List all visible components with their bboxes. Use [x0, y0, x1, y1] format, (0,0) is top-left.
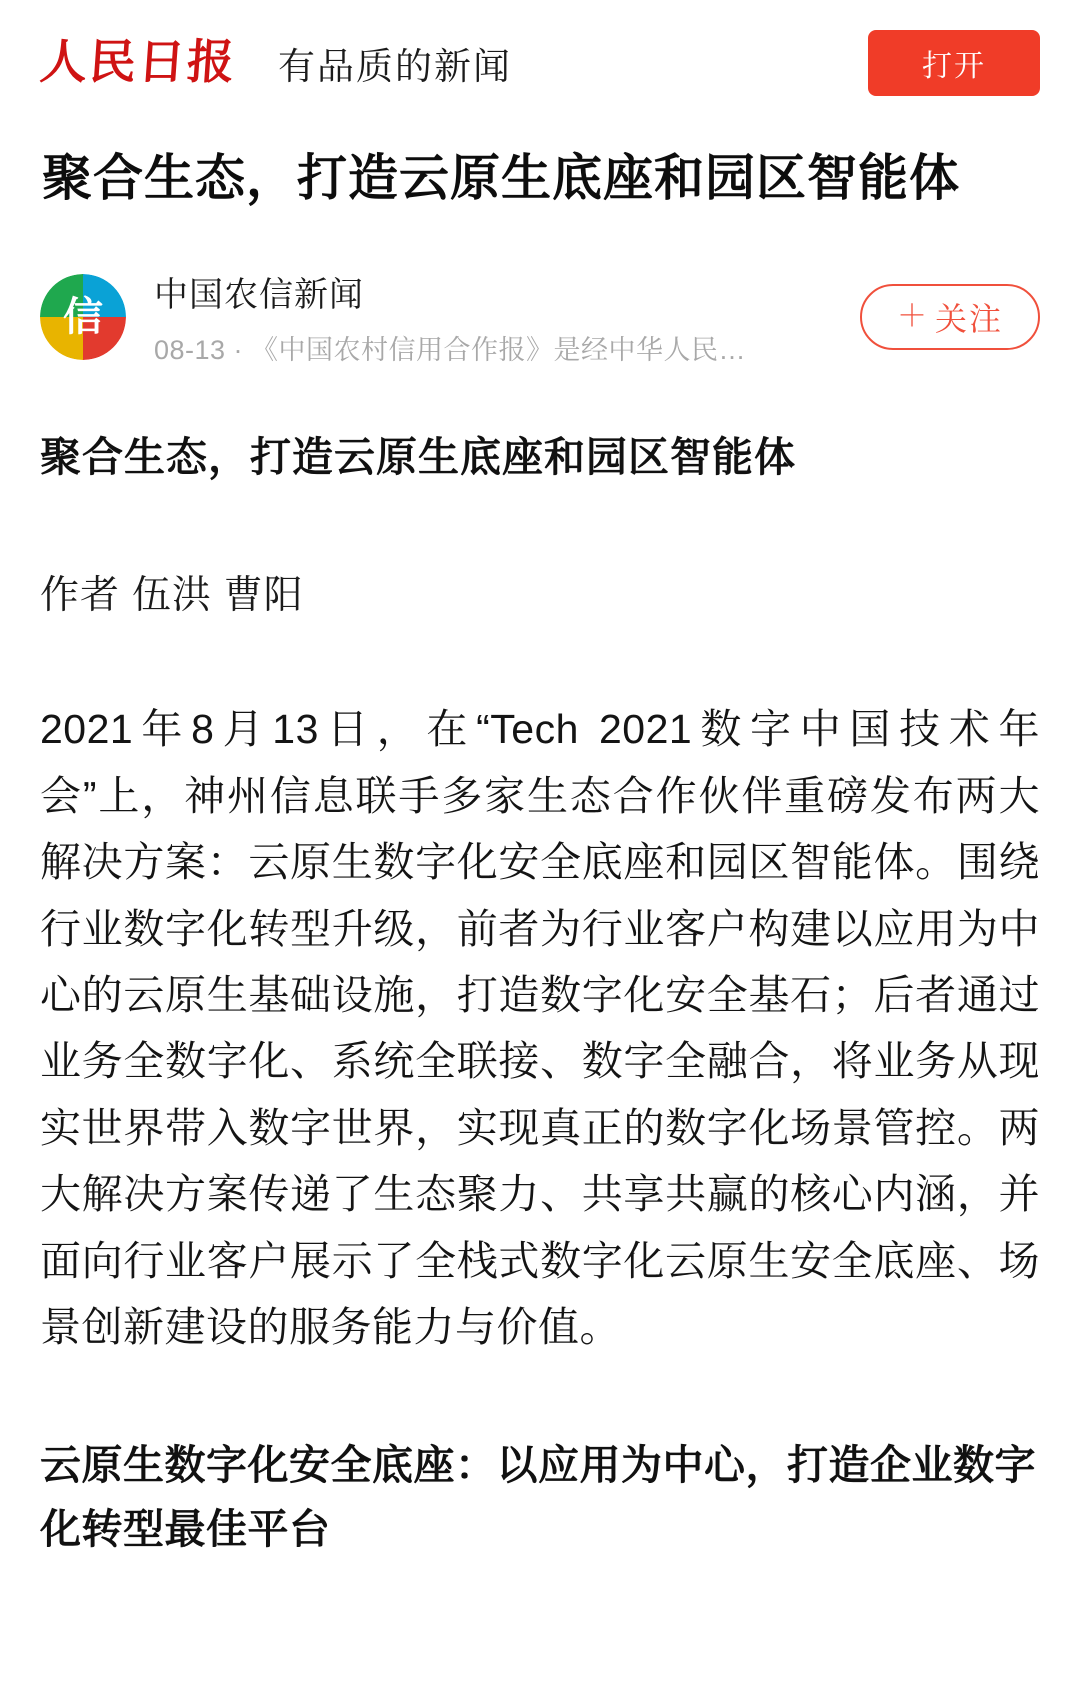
- follow-button[interactable]: [860, 284, 1040, 350]
- article-section-heading: 云原生数字化安全底座：以应用为中心，打造企业数字化转型最佳平台: [40, 1442, 1036, 1552]
- brand-slogan: 有品质的新闻: [278, 46, 512, 87]
- source-info: [154, 267, 746, 367]
- source-row: [40, 267, 1040, 367]
- open-app-button[interactable]: 打开: [868, 30, 1040, 96]
- article-body: [40, 429, 1040, 1562]
- follow-button-label: 关注: [934, 301, 1003, 337]
- source-name[interactable]: 中国农信新闻: [154, 276, 364, 314]
- source-meta: 08-13 · 《中国农村信用合作报》是经中华人民…: [154, 335, 747, 365]
- plus-icon: ＋: [896, 300, 929, 333]
- article-subtitle: 聚合生态，打造云原生底座和园区智能体: [40, 434, 796, 480]
- article-paragraph: 2021年8月13日，在“Tech 2021数字中国技术年会”上，神州信息联手多家生态合作伙伴重磅发布两大解决方案：云原生数字化安全底座和园区智能体。围绕行业数字化转型升级，前者为行业客户构建以应用为中心的云原生基础设施，打造数字化安全基石；后者通过业务全数字化、系统全联接、数字全融合，将业务从现实世界带入数字世界，实现真正的数字化场景管控。两大解决方案传递了生态聚力、共享共赢的核心内涵，并面向行业客户展示了全栈式数字化云原生安全底座、场景创新建设的服务能力与价值。: [40, 706, 1040, 1351]
- app-header: [40, 0, 1040, 112]
- article-author: 作者 伍洪 曹阳: [40, 574, 304, 618]
- avatar-mark: 信: [63, 294, 103, 339]
- page-title: 聚合生态，打造云原生底座和园区智能体: [42, 150, 960, 206]
- brand-logo: 人民日报: [38, 36, 238, 89]
- avatar[interactable]: [40, 274, 126, 360]
